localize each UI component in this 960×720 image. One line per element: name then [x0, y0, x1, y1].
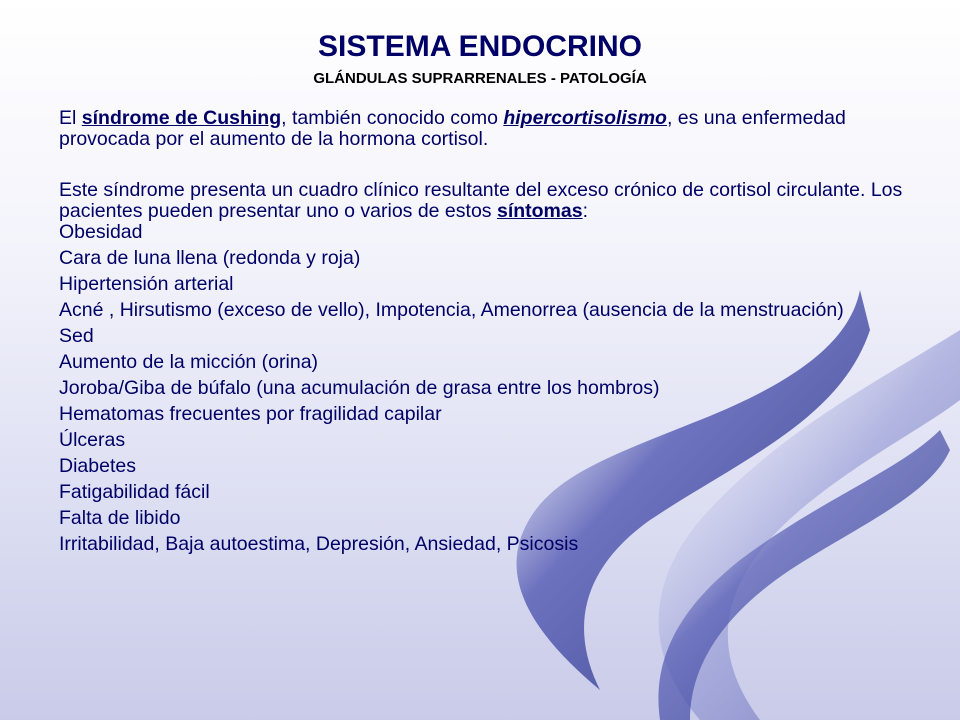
- symptom-item: Falta de libido: [59, 507, 181, 529]
- symptoms-intro-text: Este síndrome presenta un cuadro clínico resultante del exceso crónico de cortisol circulante. Los pacientes pueden presentar uno o varios de estos: [59, 179, 903, 222]
- slide-content: [59, 108, 909, 560]
- synonym-link[interactable]: hipercortisolismo: [503, 107, 667, 129]
- symptom-item: Acné , Hirsutismo (exceso de vello), Impotencia, Amenorrea (ausencia de la menstruación): [59, 299, 844, 321]
- symptom-item: Obesidad: [59, 221, 143, 243]
- symptom-item: Irritabilidad, Baja autoestima, Depresión, Ansiedad, Psicosis: [59, 533, 579, 555]
- term-link[interactable]: síndrome de Cushing: [81, 107, 282, 129]
- symptom-item: Sed: [59, 325, 94, 347]
- symptoms-link[interactable]: síntomas: [496, 200, 583, 222]
- symptoms-colon: :: [582, 200, 588, 222]
- intro-middle: , también conocido como: [281, 107, 504, 129]
- symptom-item: Aumento de la micción (orina): [59, 351, 319, 373]
- slide-subtitle: GLÁNDULAS SUPRARRENALES - PATOLOGÍA: [313, 70, 647, 87]
- symptom-item: Hipertensión arterial: [59, 273, 234, 295]
- intro-suffix: , es una enfermedad provocada por el aumento de la hormona cortisol.: [59, 107, 846, 150]
- slide-title: SISTEMA ENDOCRINO: [318, 30, 642, 63]
- intro-paragraph: [59, 108, 909, 150]
- intro-prefix: El: [59, 107, 77, 129]
- symptom-item: Diabetes: [59, 455, 136, 477]
- symptom-item: Cara de luna llena (redonda y roja): [59, 247, 361, 269]
- symptom-item: Úlceras: [59, 429, 126, 451]
- symptom-item: Joroba/Giba de búfalo (una acumulación de grasa entre los hombros): [59, 377, 660, 399]
- symptoms-intro-paragraph: [59, 180, 909, 222]
- symptom-item: Hematomas frecuentes por fragilidad capilar: [59, 403, 442, 425]
- symptom-item: Fatigabilidad fácil: [59, 481, 210, 503]
